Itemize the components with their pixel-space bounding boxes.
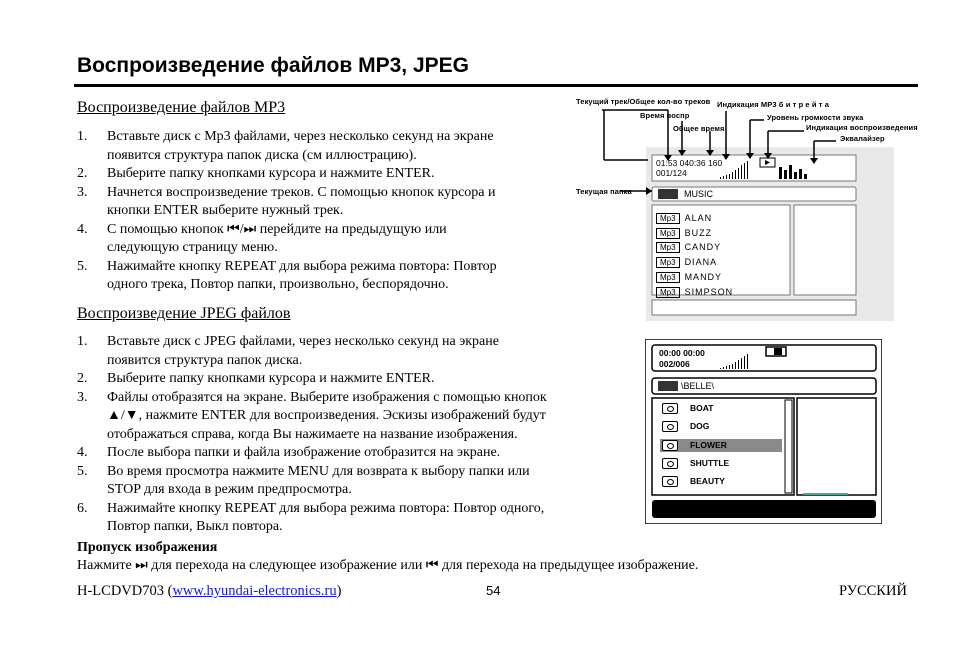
callout-elapsed: Время воспр (640, 111, 690, 120)
callout-mp3-bitrate: Индикация MP3 б и т р е й т а (717, 100, 830, 109)
callout-playback: Индикация воспроизведения (806, 123, 918, 132)
image-icon (662, 476, 678, 487)
jpeg-info-bar (652, 500, 876, 518)
jpeg-step-text: Файлы отобразятся на экране. Выберите изображения с помощью кнопок (107, 389, 547, 405)
jpeg-steps-list (77, 333, 637, 537)
mp3-step-text: Начнется воспроизведение треков. С помощью кнопок курсора и (107, 184, 496, 200)
title-divider (74, 84, 918, 87)
jpeg-step (77, 333, 637, 370)
image-icon (662, 440, 678, 451)
mp3-step-number: 2. (77, 166, 88, 181)
mp3-steps-list (77, 128, 577, 295)
jpeg-step-number: 3. (77, 389, 88, 405)
footer-website-link[interactable]: www.hyundai-electronics.ru (172, 583, 337, 599)
jpeg-folder-icon (658, 381, 678, 391)
mp3-step-text: появится структура папок диска (см иллюстрацию). (107, 147, 417, 163)
mp3-file-row[interactable] (656, 267, 723, 282)
callout-current-track: Текущий трек/Общее кол-во треков (576, 97, 711, 106)
mp3-status-track: 001/124 (656, 168, 687, 178)
skip-heading: Пропуск изображения (77, 540, 218, 555)
jpeg-step-text: Повтор папки, Выкл повтора. (107, 519, 283, 534)
mp3-step (77, 128, 577, 165)
mp3-file-name: ALAN (684, 213, 713, 223)
mp3-file-row[interactable] (656, 223, 713, 238)
jpeg-scrollbar[interactable] (785, 400, 792, 493)
jpeg-file-row[interactable] (660, 420, 782, 433)
callout-volume: Уровень громкости звука (767, 113, 864, 122)
jpeg-screen-illustration (645, 339, 882, 524)
mp3-step-text: Выберите папку кнопками курсора и нажмите ENTER. (107, 166, 435, 181)
mp3-file-name: MANDY (684, 271, 723, 282)
mp3-file-row[interactable] (656, 252, 718, 268)
folder-icon (658, 189, 678, 199)
mp3-tag-badge: Mp3 (656, 242, 680, 253)
mp3-step (77, 165, 577, 184)
jpeg-step-text: Выберите папку кнопками курсора и нажмите ENTER. (107, 371, 435, 386)
mp3-file-row[interactable] (656, 282, 734, 297)
mp3-section-heading: Воспроизведение файлов MP3 (77, 99, 286, 116)
mp3-step (77, 258, 577, 295)
mp3-file-name: CANDY (684, 242, 722, 253)
jpeg-file-name: SHUTTLE (690, 457, 730, 468)
page-title: Воспроизведение файлов MP3, JPEG (77, 54, 469, 77)
mp3-tag-badge: Mp3 (656, 287, 680, 298)
mp3-file-name: BUZZ (684, 227, 713, 238)
jpeg-step (77, 444, 637, 463)
jpeg-step (77, 500, 637, 537)
jpeg-step (77, 389, 637, 445)
jpeg-folder-name: \BELLE\ (681, 381, 715, 391)
jpeg-section-heading: Воспроизведение JPEG файлов (77, 305, 291, 322)
mp3-folder-bar (652, 187, 856, 201)
jpeg-status-track: 002/006 (659, 359, 690, 369)
jpeg-file-name: FLOWER (690, 439, 727, 450)
mp3-tag-badge: Mp3 (656, 257, 680, 268)
mp3-folder-name: MUSIC (684, 189, 713, 199)
mp3-step-text: одного трека, Повтор папки, произвольно, беспорядочно. (107, 277, 449, 292)
jpeg-file-name: DOG (690, 421, 710, 432)
mp3-step-number: 5. (77, 258, 88, 274)
jpeg-status-time: 00:00 00:00 (659, 348, 705, 358)
jpeg-step-text: Во время просмотра нажмите MENU для возврата к выбору папки или (107, 463, 530, 479)
jpeg-step (77, 370, 637, 389)
jpeg-file-row[interactable] (660, 475, 782, 488)
footer-model-text: H-LCDVD703 ( (77, 583, 173, 599)
mp3-status-time: 01:53 040:36 160 (656, 158, 723, 168)
mp3-step-text: следующую страницу меню. (107, 240, 278, 255)
mp3-file-name: SIMPSON (684, 286, 734, 297)
jpeg-file-row[interactable] (660, 439, 782, 452)
mp3-info-bar (652, 300, 856, 315)
mp3-step-text: Нажимайте кнопку REPEAT для выбора режима повтора: Повтор (107, 258, 497, 274)
mp3-step (77, 184, 577, 221)
callout-folder: Текущая папка (576, 187, 632, 196)
jpeg-file-name: BEAUTY (690, 476, 725, 487)
mp3-step (77, 221, 577, 258)
footer-model (77, 583, 341, 600)
jpeg-step-text: отображаться справа, когда Вы нажимаете на название изображения. (107, 426, 518, 442)
mp3-step-text: Вставьте диск с Mp3 файлами, через несколько секунд на экране (107, 129, 494, 144)
mp3-step-number: 3. (77, 184, 88, 200)
mp3-step-text: С помощью кнопок ⏮/⏭ перейдите на предыдущую или (107, 221, 447, 237)
mp3-tag-badge: Mp3 (656, 228, 680, 239)
jpeg-file-row[interactable] (660, 402, 782, 415)
jpeg-step-text: После выбора папки и файла изображение отобразится на экране. (107, 445, 501, 460)
jpeg-step-number: 1. (77, 334, 88, 349)
jpeg-step-number: 6. (77, 500, 88, 516)
jpeg-file-row[interactable] (660, 457, 782, 470)
image-icon (662, 458, 678, 469)
mp3-tag-badge: Mp3 (656, 213, 680, 224)
callout-total: Общее время (673, 124, 725, 133)
skip-text: Нажмите ⏭ для перехода на следующее изображение или ⏮ для перехода на предыдущее изображение. (77, 558, 699, 573)
mp3-screen-illustration (574, 95, 918, 323)
jpeg-thumbnail-box (797, 398, 876, 495)
page-number: 54 (486, 583, 501, 598)
mp3-step-number: 1. (77, 129, 88, 144)
footer-language: РУССКИЙ (839, 583, 907, 599)
mp3-step-text: кнопки ENTER выберите нужный трек. (107, 203, 344, 218)
jpeg-step-text: Нажимайте кнопку REPEAT для выбора режима повтора: Повтор одного, (107, 500, 545, 516)
mp3-preview-box (794, 205, 856, 295)
mp3-file-row[interactable] (656, 237, 722, 253)
jpeg-step-text: STOP для входа в режим предпросмотра. (107, 482, 352, 497)
jpeg-step (77, 463, 637, 500)
jpeg-step-text: появится структура папок диска. (107, 352, 303, 368)
mp3-file-name: DIANA (684, 257, 718, 268)
footer-model-close: ) (336, 583, 342, 599)
callout-equalizer: Эквалайзер (840, 134, 885, 143)
mp3-file-row[interactable] (656, 208, 713, 223)
jpeg-step-number: 4. (77, 445, 88, 460)
jpeg-step-text: ▲/▼, нажмите ENTER для воспроизведения. Эскизы изображений будут (107, 408, 546, 423)
jpeg-file-name: BOAT (690, 403, 714, 413)
mp3-tag-badge: Mp3 (656, 272, 680, 283)
mp3-step-number: 4. (77, 221, 88, 237)
image-icon (662, 421, 678, 432)
jpeg-step-number: 2. (77, 371, 88, 386)
jpeg-step-text: Вставьте диск с JPEG файлами, через несколько секунд на экране (107, 334, 499, 349)
image-icon (662, 403, 678, 414)
jpeg-step-number: 5. (77, 463, 88, 479)
